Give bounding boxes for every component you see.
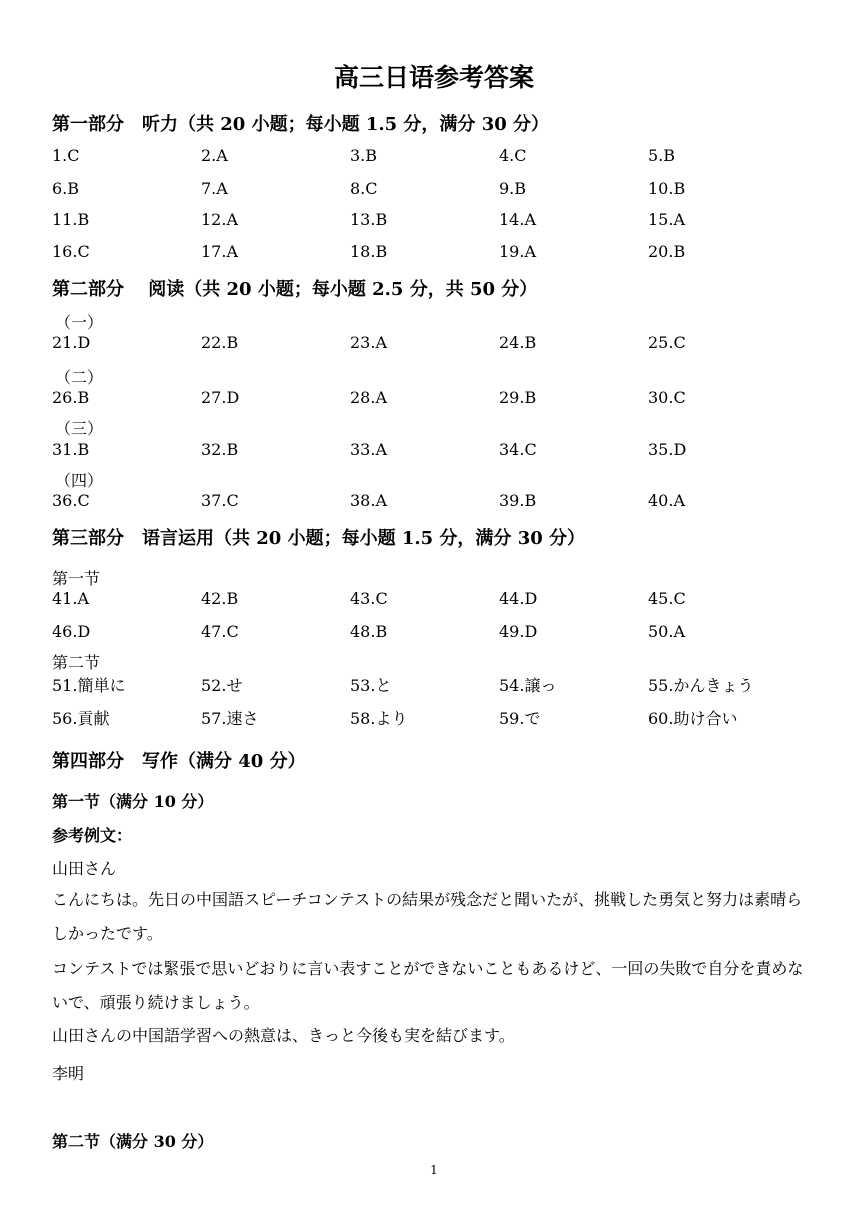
- answer-item: 43.C: [350, 589, 388, 608]
- answer-item: 20.B: [648, 242, 686, 261]
- answer-item: 5.B: [648, 146, 676, 165]
- answer-row: [52, 179, 852, 199]
- answer-item: 24.B: [499, 333, 537, 352]
- answer-row: [52, 146, 852, 166]
- answer-item: 19.A: [499, 242, 536, 261]
- answer-item: 12.A: [201, 210, 238, 229]
- answer-item: 54.譲っ: [499, 676, 557, 695]
- answer-item: 34.C: [499, 440, 537, 459]
- letter-paragraph: コンテストでは緊張で思いどおりに言い表すことができないこともあるけど、一回の失敗で自分を責めないで、頑張り続けましょう。: [52, 959, 804, 1012]
- answer-item: 9.B: [499, 179, 527, 198]
- answer-item: 3.B: [350, 146, 378, 165]
- answer-item: 22.B: [201, 333, 239, 352]
- answer-item: 6.B: [52, 179, 80, 198]
- group-label: （二）: [55, 368, 104, 387]
- answer-item: 56.貢献: [52, 709, 110, 728]
- answer-item: 53.と: [350, 676, 392, 695]
- answer-item: 25.C: [648, 333, 686, 352]
- answer-item: 42.B: [201, 589, 239, 608]
- answer-item: 55.かんきょう: [648, 676, 754, 695]
- part3-heading: 第三部分 语言运用（共 20 小题；每小题 1.5 分，满分 30 分）: [52, 528, 586, 549]
- answer-item: 23.A: [350, 333, 387, 352]
- section-label: 第一节: [52, 569, 101, 588]
- answer-item: 18.B: [350, 242, 388, 261]
- answer-item: 38.A: [350, 491, 387, 510]
- addressee: 山田さん: [52, 859, 117, 878]
- answer-row: [52, 440, 852, 460]
- part1-heading: 第一部分 听力（共 20 小题；每小题 1.5 分，满分 30 分）: [52, 114, 550, 135]
- answer-item: 21.D: [52, 333, 91, 352]
- answer-row: [52, 333, 852, 353]
- signature: 李明: [52, 1064, 85, 1083]
- answer-item: 17.A: [201, 242, 238, 261]
- answer-item: 15.A: [648, 210, 685, 229]
- answer-item: 11.B: [52, 210, 90, 229]
- answer-item: 8.C: [350, 179, 378, 198]
- answer-row: [52, 622, 852, 642]
- sample-label: 参考例文：: [52, 826, 133, 845]
- answer-row: [52, 491, 852, 511]
- page-number: 1: [430, 1163, 438, 1177]
- answer-item: 49.D: [499, 622, 538, 641]
- answer-item: 50.A: [648, 622, 685, 641]
- group-label: （三）: [55, 419, 104, 438]
- answer-item: 10.B: [648, 179, 686, 198]
- answer-item: 44.D: [499, 589, 538, 608]
- section-label: 第二节: [52, 653, 101, 672]
- part2-heading: 第二部分 阅读（共 20 小题；每小题 2.5 分，共 50 分）: [52, 279, 538, 300]
- answer-row: [52, 589, 852, 609]
- answer-item: 33.A: [350, 440, 387, 459]
- answer-row: [52, 210, 852, 230]
- answer-item: 58.より: [350, 709, 408, 728]
- answer-item: 31.B: [52, 440, 90, 459]
- answer-item: 59.で: [499, 709, 541, 728]
- answer-item: 57.速さ: [201, 709, 259, 728]
- answer-item: 16.C: [52, 242, 90, 261]
- part4-heading: 第四部分 写作（满分 40 分）: [52, 751, 306, 772]
- answer-item: 45.C: [648, 589, 686, 608]
- answer-item: 41.A: [52, 589, 89, 608]
- group-label: （四）: [55, 471, 104, 490]
- answer-item: 26.B: [52, 388, 90, 407]
- answer-item: 37.C: [201, 491, 239, 510]
- answer-item: 7.A: [201, 179, 228, 198]
- answer-item: 47.C: [201, 622, 239, 641]
- answer-row: [52, 673, 852, 693]
- section2-heading: 第二节（满分 30 分）: [52, 1132, 214, 1151]
- answer-item: 39.B: [499, 491, 537, 510]
- answer-item: 36.C: [52, 491, 90, 510]
- answer-item: 2.A: [201, 146, 228, 165]
- answer-row: [52, 242, 852, 262]
- answer-item: 60.助け合い: [648, 709, 738, 728]
- answer-item: 32.B: [201, 440, 239, 459]
- answer-item: 40.A: [648, 491, 685, 510]
- answer-item: 14.A: [499, 210, 536, 229]
- answer-item: 30.C: [648, 388, 686, 407]
- answer-item: 1.C: [52, 146, 80, 165]
- answer-item: 35.D: [648, 440, 687, 459]
- group-label: （一）: [55, 313, 104, 332]
- answer-item: 27.D: [201, 388, 240, 407]
- letter-paragraph: 山田さんの中国語学習への熱意は、きっと今後も実を結びます。: [52, 1026, 515, 1045]
- answer-row: [52, 388, 852, 408]
- answer-item: 46.D: [52, 622, 91, 641]
- answer-item: 51.簡単に: [52, 676, 126, 695]
- answer-item: 13.B: [350, 210, 388, 229]
- answer-row: [52, 706, 852, 726]
- answer-item: 4.C: [499, 146, 527, 165]
- section1-heading: 第一节（满分 10 分）: [52, 792, 214, 811]
- answer-item: 52.せ: [201, 676, 243, 695]
- letter-paragraph: こんにちは。先日の中国語スピーチコンテストの結果が残念だと聞いたが、挑戦した勇気と努力は素晴らしかったです。: [52, 890, 803, 943]
- page-title: 高三日语参考答案: [333, 63, 534, 92]
- answer-item: 48.B: [350, 622, 388, 641]
- answer-item: 28.A: [350, 388, 387, 407]
- answer-item: 29.B: [499, 388, 537, 407]
